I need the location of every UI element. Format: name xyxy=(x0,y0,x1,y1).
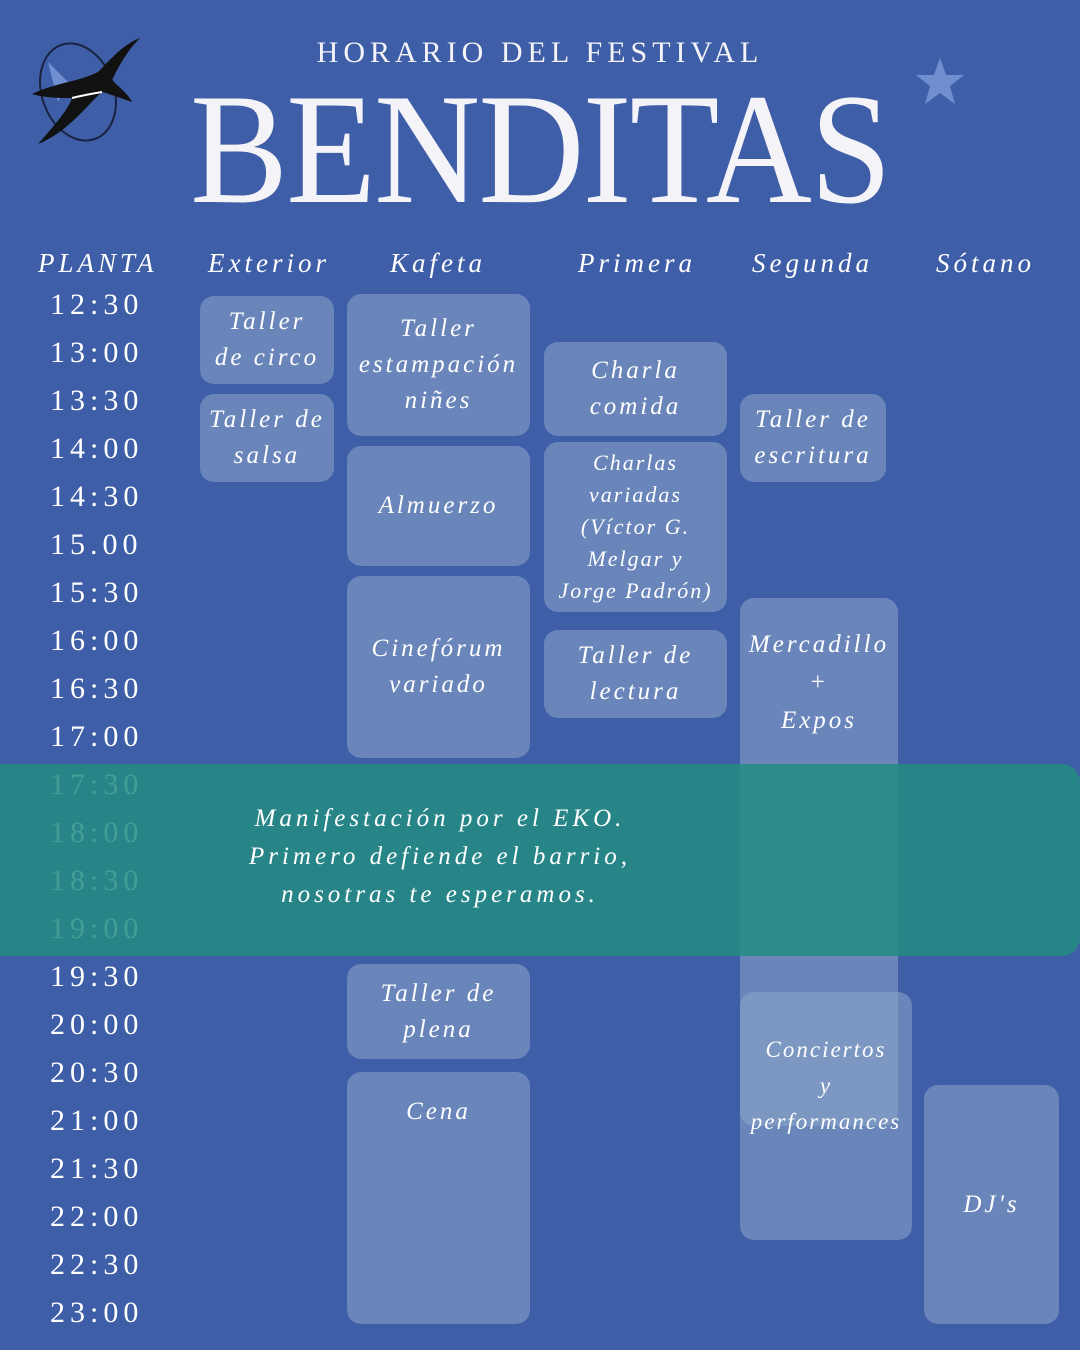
event-charla-comida: Charla comida xyxy=(544,342,727,436)
event-taller-salsa: Taller de salsa xyxy=(200,394,334,482)
event-mercadillo-expos: Mercadillo + Expos xyxy=(740,598,898,1126)
event-charlas-variadas: Charlas variadas (Víctor G. Melgar y Jorge Padrón) xyxy=(544,442,727,612)
festival-title: BENDITAS xyxy=(190,62,890,237)
time-label: 14:00 xyxy=(50,432,144,465)
time-label: 21:00 xyxy=(50,1104,144,1137)
time-label: 13:30 xyxy=(50,384,144,417)
event-djs: DJ's xyxy=(924,1085,1059,1324)
column-header-sotano: Sótano xyxy=(936,248,1036,278)
event-conciertos-performances: Conciertos y performances xyxy=(740,992,912,1240)
event-cineforum: Cinefórum variado xyxy=(347,576,530,758)
column-header-planta: PLANTA xyxy=(38,248,158,278)
festival-supertitle: HORARIO DEL FESTIVAL xyxy=(316,36,764,69)
time-label: 21:30 xyxy=(50,1152,144,1185)
manifestacion-text: Manifestación por el EKO. Primero defiende el barrio, nosotras te esperamos. xyxy=(248,805,632,908)
event-taller-lectura: Taller de lectura xyxy=(544,630,727,718)
event-taller-escritura: Taller de escritura xyxy=(740,394,886,482)
time-label: 14:30 xyxy=(50,480,144,513)
event-taller-estampacion: Taller estampación niñes xyxy=(347,294,530,436)
event-taller-plena: Taller de plena xyxy=(347,964,530,1059)
time-label: 16:00 xyxy=(50,624,144,657)
time-label: 22:30 xyxy=(50,1248,144,1281)
time-label: 23:00 xyxy=(50,1296,144,1329)
time-label: 17:00 xyxy=(50,720,144,753)
time-label: 19:30 xyxy=(50,960,144,993)
time-label: 15.00 xyxy=(50,528,143,561)
event-cena: Cena xyxy=(347,1072,530,1324)
time-label: 20:30 xyxy=(50,1056,144,1089)
column-header-segunda: Segunda xyxy=(752,248,873,278)
time-label: 16:30 xyxy=(50,672,144,705)
event-taller-circo: Taller de circo xyxy=(200,296,334,384)
time-label: 20:00 xyxy=(50,1008,144,1041)
time-label: 22:00 xyxy=(50,1200,144,1233)
star-icon xyxy=(914,56,966,108)
event-almuerzo: Almuerzo xyxy=(347,446,530,566)
column-header-exterior: Exterior xyxy=(208,248,330,278)
time-label: 13:00 xyxy=(50,336,144,369)
column-header-primera: Primera xyxy=(578,248,696,278)
time-label: 15:30 xyxy=(50,576,144,609)
time-label: 12:30 xyxy=(50,288,144,321)
column-header-kafeta: Kafeta xyxy=(390,248,486,278)
